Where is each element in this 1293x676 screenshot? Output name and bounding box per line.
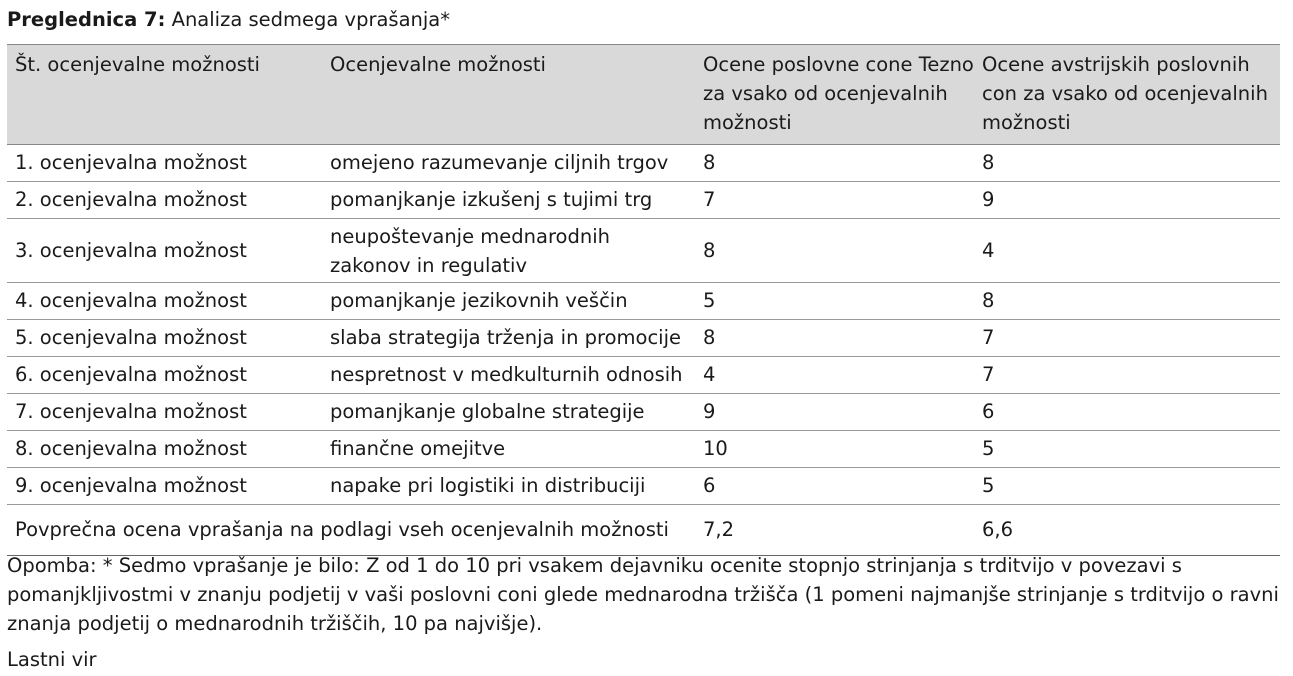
caption-title: Analiza sedmega vprašanja*	[171, 8, 450, 31]
option-text: slaba strategija trženja in promocije	[322, 320, 695, 357]
option-text: napake pri logistiki in distribuciji	[322, 468, 695, 505]
austria-score: 6	[974, 394, 1280, 431]
average-austria: 6,6	[974, 505, 1280, 556]
average-tezno: 7,2	[695, 505, 974, 556]
header-option-text: Ocenjevalne možnosti	[322, 45, 695, 145]
option-number: 4. ocenjevalna možnost	[7, 283, 322, 320]
tezno-score: 8	[695, 145, 974, 182]
average-row	[7, 505, 1280, 556]
option-text: pomanjkanje izkušenj s tujimi trg	[322, 182, 695, 219]
table-source: Lastni vir	[7, 648, 97, 671]
tezno-score: 8	[695, 219, 974, 283]
option-number: 8. ocenjevalna možnost	[7, 431, 322, 468]
option-text: nespretnost v medkulturnih odnosih	[322, 357, 695, 394]
austria-score: 8	[974, 145, 1280, 182]
table-row	[7, 468, 1280, 505]
option-text: pomanjkanje jezikovnih veščin	[322, 283, 695, 320]
austria-score: 7	[974, 320, 1280, 357]
tezno-score: 9	[695, 394, 974, 431]
tezno-score: 8	[695, 320, 974, 357]
option-text: pomanjkanje globalne strategije	[322, 394, 695, 431]
tezno-score: 10	[695, 431, 974, 468]
austria-score: 5	[974, 431, 1280, 468]
table-row	[7, 431, 1280, 468]
table-row	[7, 394, 1280, 431]
table-row	[7, 182, 1280, 219]
table-row	[7, 145, 1280, 182]
header-row	[7, 45, 1280, 145]
table-note: Opomba: * Sedmo vprašanje je bilo: Z od 1 do 10 pri vsakem dejavniku ocenite stopnjo strinjanja s trditvijo v povezavi s pomanjkljivostmi v znanju podjetij v vaši poslovni coni glede mednarodna tržišča (1 pomeni najmanjše strinjanje s trditvijo o ravni znanja podjetij o mednarodnih tržiščih, 10 pa najvišje).	[7, 554, 1279, 635]
table-row	[7, 320, 1280, 357]
austria-score: 9	[974, 182, 1280, 219]
caption-label: Preglednica 7:	[7, 8, 166, 31]
header-option-number: Št. ocenjevalne možnosti	[7, 45, 322, 145]
table-caption	[7, 8, 450, 31]
table-row	[7, 357, 1280, 394]
option-text: neupoštevanje mednarodnih zakonov in regulativ	[322, 219, 695, 283]
header-austria-score: Ocene avstrijskih poslovnih con za vsako od ocenjevalnih možnosti	[974, 45, 1280, 145]
table-row	[7, 283, 1280, 320]
tezno-score: 5	[695, 283, 974, 320]
table-row	[7, 219, 1280, 283]
option-number: 6. ocenjevalna možnost	[7, 357, 322, 394]
average-label: Povprečna ocena vprašanja na podlagi vseh ocenjevalnih možnosti	[7, 505, 695, 556]
austria-score: 5	[974, 468, 1280, 505]
option-number: 3. ocenjevalna možnost	[7, 219, 322, 283]
austria-score: 4	[974, 219, 1280, 283]
option-text: omejeno razumevanje ciljnih trgov	[322, 145, 695, 182]
austria-score: 8	[974, 283, 1280, 320]
tezno-score: 6	[695, 468, 974, 505]
tezno-score: 7	[695, 182, 974, 219]
option-number: 2. ocenjevalna možnost	[7, 182, 322, 219]
option-number: 7. ocenjevalna možnost	[7, 394, 322, 431]
option-number: 9. ocenjevalna možnost	[7, 468, 322, 505]
option-number: 1. ocenjevalna možnost	[7, 145, 322, 182]
option-text: finančne omejitve	[322, 431, 695, 468]
analysis-table	[7, 44, 1280, 556]
option-number: 5. ocenjevalna možnost	[7, 320, 322, 357]
austria-score: 7	[974, 357, 1280, 394]
tezno-score: 4	[695, 357, 974, 394]
header-tezno-score: Ocene poslovne cone Tezno za vsako od ocenjevalnih možnosti	[695, 45, 974, 145]
